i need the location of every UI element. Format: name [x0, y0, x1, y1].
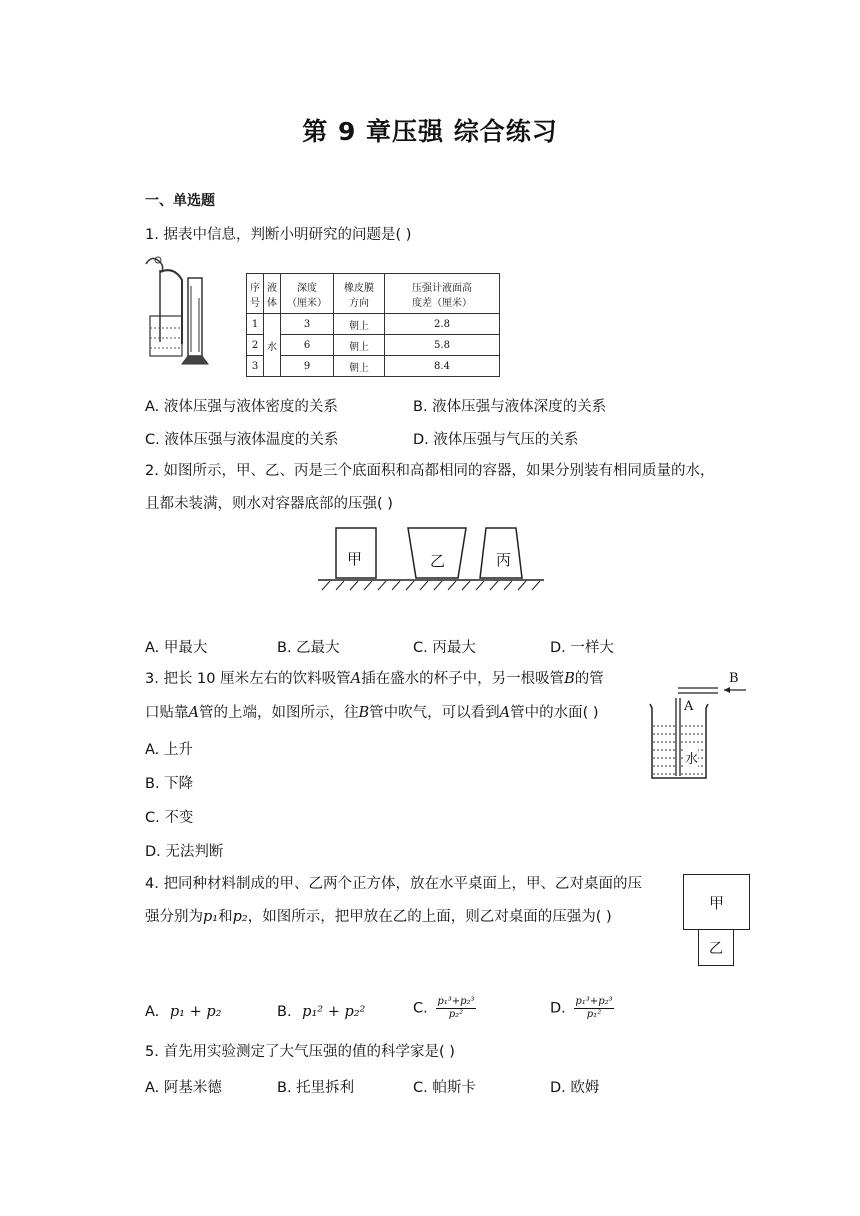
q1-option-b[interactable]: B. 液体压强与液体深度的关系: [413, 399, 607, 415]
q3-option-b[interactable]: B. 下降: [145, 776, 194, 792]
header-depth-1: 深度: [297, 282, 317, 294]
table-cell: 2: [247, 335, 264, 356]
q3-option-a[interactable]: A. 上升: [145, 742, 193, 758]
q4-option-a[interactable]: [145, 1004, 221, 1020]
q1-option-d[interactable]: D. 液体压强与气压的关系: [413, 432, 579, 448]
header-seq-2: 号: [250, 297, 260, 309]
q3-text: 口贴靠: [145, 705, 189, 721]
header-membrane-1: 橡皮膜: [344, 282, 374, 294]
question-4-line2: [145, 907, 612, 927]
q4-option-a-expr: p₁ + p₂: [169, 1004, 222, 1020]
header-depth-2: （厘米）: [287, 297, 327, 309]
q2-option-a[interactable]: A. 甲最大: [145, 640, 208, 656]
q1-option-a[interactable]: A. 液体压强与液体密度的关系: [145, 399, 338, 415]
table-cell: 朝上: [334, 314, 385, 335]
fraction-denominator: p₂²: [448, 1009, 464, 1020]
q4-p1: p₁: [203, 909, 219, 925]
table-cell-liquid: 水: [264, 314, 281, 377]
header-liquid-1: 液: [267, 282, 277, 294]
data-table: [246, 273, 500, 377]
question-3-line1: [145, 669, 604, 689]
question-3-line2: [145, 703, 599, 723]
table-cell: 3: [247, 356, 264, 377]
header-diff-2: 度差（厘米）: [412, 297, 472, 309]
q3-var-a: A: [350, 671, 362, 687]
q4-p2: p₂: [232, 909, 248, 925]
question-5-stem: 5. 首先用实验测定了大气压强的值的科学家是( ): [145, 1044, 455, 1060]
q5-option-b[interactable]: B. 托里拆利: [277, 1080, 355, 1096]
table-cell: 2.8: [385, 314, 500, 335]
q3-text: 3. 把长 10 厘米左右的饮料吸管: [145, 671, 351, 687]
q3-var-b: B: [358, 705, 370, 721]
section-heading: 一、单选题: [145, 193, 215, 209]
q2-option-d[interactable]: D. 一样大: [550, 640, 614, 656]
fraction-denominator: p₁²: [586, 1009, 602, 1020]
q4-text: 和: [218, 909, 233, 925]
cube-yi: [698, 929, 734, 966]
page-title: 第 9 章压强 综合练习: [302, 117, 558, 146]
question-2-line2: 且都未装满，则水对容器底部的压强( ): [145, 496, 393, 512]
q1-option-c[interactable]: C. 液体压强与液体温度的关系: [145, 432, 339, 448]
q4-option-c-fraction: [436, 996, 475, 1021]
cube-jia: [683, 874, 750, 930]
table-cell: 9: [281, 356, 334, 377]
q4-option-d[interactable]: [550, 996, 614, 1021]
table-cell: 8.4: [385, 356, 500, 377]
q3-option-c[interactable]: C. 不变: [145, 810, 194, 826]
q4-option-d-fraction: [574, 996, 613, 1021]
q2-option-c[interactable]: C. 丙最大: [413, 640, 476, 656]
fraction-numerator: p₁³+p₂³: [575, 996, 613, 1007]
q4-option-a-label: A.: [145, 1004, 160, 1020]
table-cell: 1: [247, 314, 264, 335]
straw-a-label: A: [684, 699, 694, 714]
container-jia-label: 甲: [347, 550, 363, 568]
header-membrane-2: 方向: [349, 297, 369, 309]
pressure-gauge-figure: [138, 252, 210, 370]
container-yi-label: 乙: [430, 552, 446, 570]
question-2-line1: 2. 如图所示，甲、乙、丙是三个底面积和高都相同的容器，如果分别装有相同质量的水，: [145, 463, 715, 479]
water-label: 水: [685, 748, 698, 767]
q3-text: 的管: [574, 671, 604, 687]
q5-option-a[interactable]: A. 阿基米德: [145, 1080, 222, 1096]
q4-option-c-label: C.: [413, 1000, 428, 1017]
q4-option-d-label: D.: [550, 1000, 566, 1017]
table-cell: 6: [281, 335, 334, 356]
q3-var-b: B: [564, 671, 575, 687]
header-liquid-2: 体: [267, 297, 277, 309]
q5-option-c[interactable]: C. 帕斯卡: [413, 1080, 476, 1096]
table-cell: 5.8: [385, 335, 500, 356]
q4-text: 强分别为: [145, 909, 203, 925]
q2-option-b[interactable]: B. 乙最大: [277, 640, 340, 656]
question-1-stem: 1. 据表中信息，判断小明研究的问题是( ): [145, 227, 412, 243]
q3-text: 管的上端，如图所示，往: [198, 705, 359, 721]
straw-b-label: B: [729, 671, 739, 686]
q3-text: 插在盛水的杯子中，另一根吸管: [361, 671, 565, 687]
q4-option-c[interactable]: [413, 996, 476, 1021]
q4-option-b[interactable]: [277, 1004, 365, 1020]
q3-var-a: A: [188, 705, 199, 721]
container-bing-label: 丙: [496, 551, 512, 569]
header-seq-1: 序: [250, 282, 260, 294]
cube-jia-label: 甲: [708, 893, 724, 912]
question-4-line1: 4. 把同种材料制成的甲、乙两个正方体，放在水平桌面上，甲、乙对桌面的压: [145, 876, 642, 892]
q3-option-d[interactable]: D. 无法判断: [145, 844, 224, 860]
header-diff-1: 压强计液面高: [412, 282, 472, 294]
q3-text: 管中的水面( ): [510, 705, 599, 721]
cube-yi-label: 乙: [709, 940, 723, 957]
table-cell: 朝上: [334, 335, 385, 356]
table-cell: 3: [281, 314, 334, 335]
q4-text: ，如图所示，把甲放在乙的上面，则乙对桌面的压强为( ): [247, 909, 612, 925]
q3-text: 管中吹气，可以看到: [369, 705, 500, 721]
q3-var-a: A: [499, 705, 511, 721]
fraction-numerator: p₁³+p₂³: [437, 996, 475, 1007]
q4-option-b-expr: p₁² + p₂²: [302, 1004, 366, 1020]
table-cell: 朝上: [334, 356, 385, 377]
q4-option-b-label: B.: [277, 1004, 292, 1020]
q5-option-d[interactable]: D. 欧姆: [550, 1080, 600, 1096]
